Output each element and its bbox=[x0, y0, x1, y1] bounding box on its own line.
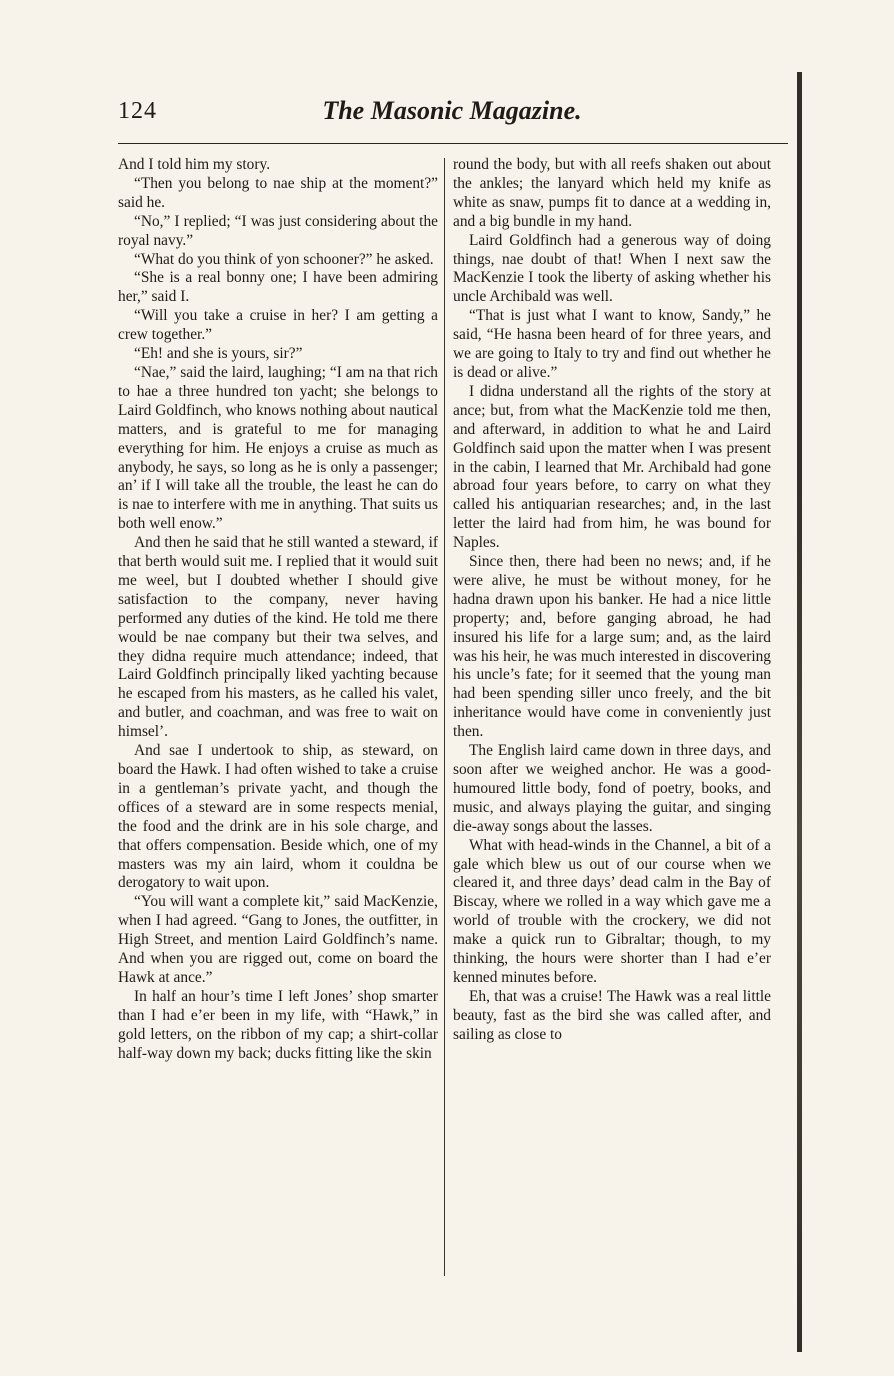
page-number: 124 bbox=[118, 98, 157, 124]
header-rule bbox=[118, 143, 788, 144]
paragraph: And sae I undertook to ship, as steward, on board the Hawk. I had often wished to take a cruise in a gentleman’s private yacht, and though the offices of a steward are in some respects menial, the food and the drink are in his sole charge, and that offers compensation. Beside which, one of my masters was my ain laird, whom it couldna be derogatory to wait upon. bbox=[118, 742, 438, 892]
paragraph: And then he said that he still wanted a steward, if that berth would suit me. I replied that it would suit me weel, but I doubted whether I should give satisfaction to the company, never having performed any duties of the kind. He told me there would be nae company but their twa selves, and they didna require much attendance; indeed, that Laird Goldfinch principally liked yachting because he escaped from his masters, as he called his valet, and butler, and coachman, and was free to wait on himsel’. bbox=[118, 534, 438, 741]
paragraph: Laird Goldfinch had a generous way of doing things, nae doubt of that! When I next saw the MacKenzie I took the liberty of asking whether his uncle Archibald was well. bbox=[453, 231, 771, 306]
paragraph: In half an hour’s time I left Jones’ shop smarter than I had e’er been in my life, with “Hawk,” in gold letters, on the ribbon of my cap; a shirt-collar half-way down my back; ducks fitting like the skin bbox=[118, 987, 438, 1062]
paragraph: “Eh! and she is yours, sir?” bbox=[134, 345, 303, 363]
page-header bbox=[118, 96, 786, 136]
paragraph: And I told him my story. bbox=[118, 156, 271, 173]
paragraph: “No,” I replied; “I was just considering about the royal navy.” bbox=[118, 212, 438, 249]
page-edge-shadow bbox=[797, 72, 802, 1352]
paragraph: round the body, but with all reefs shaken out about the ankles; the lanyard which held my knife as white as snaw, pumps fit to dance at a wedding in, and a big bundle in my hand. bbox=[453, 156, 771, 230]
column-divider bbox=[444, 158, 445, 1276]
paragraph: “What do you think of yon schooner?” he asked. bbox=[134, 250, 434, 268]
paragraph: “That is just what I want to know, Sandy,” he said, “He hasna been heard of for three years, and we are going to Italy to try and find out whether he is dead or alive.” bbox=[453, 307, 771, 381]
paragraph: “Will you take a cruise in her? I am getting a crew together.” bbox=[118, 307, 438, 344]
running-title: The Masonic Magazine. bbox=[322, 96, 582, 125]
right-column bbox=[453, 156, 771, 1045]
paragraph: “Nae,” said the laird, laughing; “I am na that rich to hae a three hundred ton yacht; she belongs to Laird Goldfinch, who knows nothing about nautical matters, and is grateful to me for managing everything for him. He enjoys a cruise as much as anybody, he says, so long as he is only a passenger; an’ if I will take all the trouble, the least he can do is nae to interfere with me in anything. That suits us both well enow.” bbox=[118, 363, 438, 533]
paragraph: Eh, that was a cruise! The Hawk was a real little beauty, fast as the bird she was called after, and sailing as close to bbox=[453, 987, 771, 1043]
paragraph: I didna understand all the rights of the story at ance; but, from what the MacKenzie told me then, and afterward, in addition to what he and Laird Goldfinch said upon the matter when I was present in the cabin, I learned that Mr. Archibald had gone abroad four years before, to carry on what they called his antiquarian researches; and, in the last letter the laird had from him, he was bound for Naples. bbox=[453, 382, 771, 552]
paragraph: What with head-winds in the Channel, a bit of a gale which blew us out of our course when we cleared it, and three days’ dead calm in the Bay of Biscay, where we rolled in a way which gave me a world of trouble with the crockery, we did not make a quick run to Gibraltar; though, to my thinking, the hours were shorter than I had e’er kenned minutes before. bbox=[453, 836, 771, 986]
paragraph: The English laird came down in three days, and soon after we weighed anchor. He was a good-humoured little body, fond of poetry, books, and music, and always playing the guitar, and singing die-away songs about the lasses. bbox=[453, 742, 771, 835]
paragraph: “Then you belong to nae ship at the moment?” said he. bbox=[118, 174, 438, 211]
paragraph: “She is a real bonny one; I have been admiring her,” said I. bbox=[118, 269, 438, 306]
paragraph: Since then, there had been no news; and, if he were alive, he must be without money, for he hadna drawn upon his banker. He had a nice little property; and, before ganging abroad, he had insured his life for a large sum; and, as the laird was his heir, he was much interested in discovering his uncle’s fate; for it seemed that the young man had been spending siller unco freely, and the bit inheritance would have come in conveniently just then. bbox=[453, 553, 771, 741]
left-column bbox=[118, 156, 438, 1064]
paragraph: “You will want a complete kit,” said MacKenzie, when I had agreed. “Gang to Jones, the outfitter, in High Street, and mention Laird Goldfinch’s name. And when you are rigged out, come on board the Hawk at ance.” bbox=[118, 893, 438, 986]
